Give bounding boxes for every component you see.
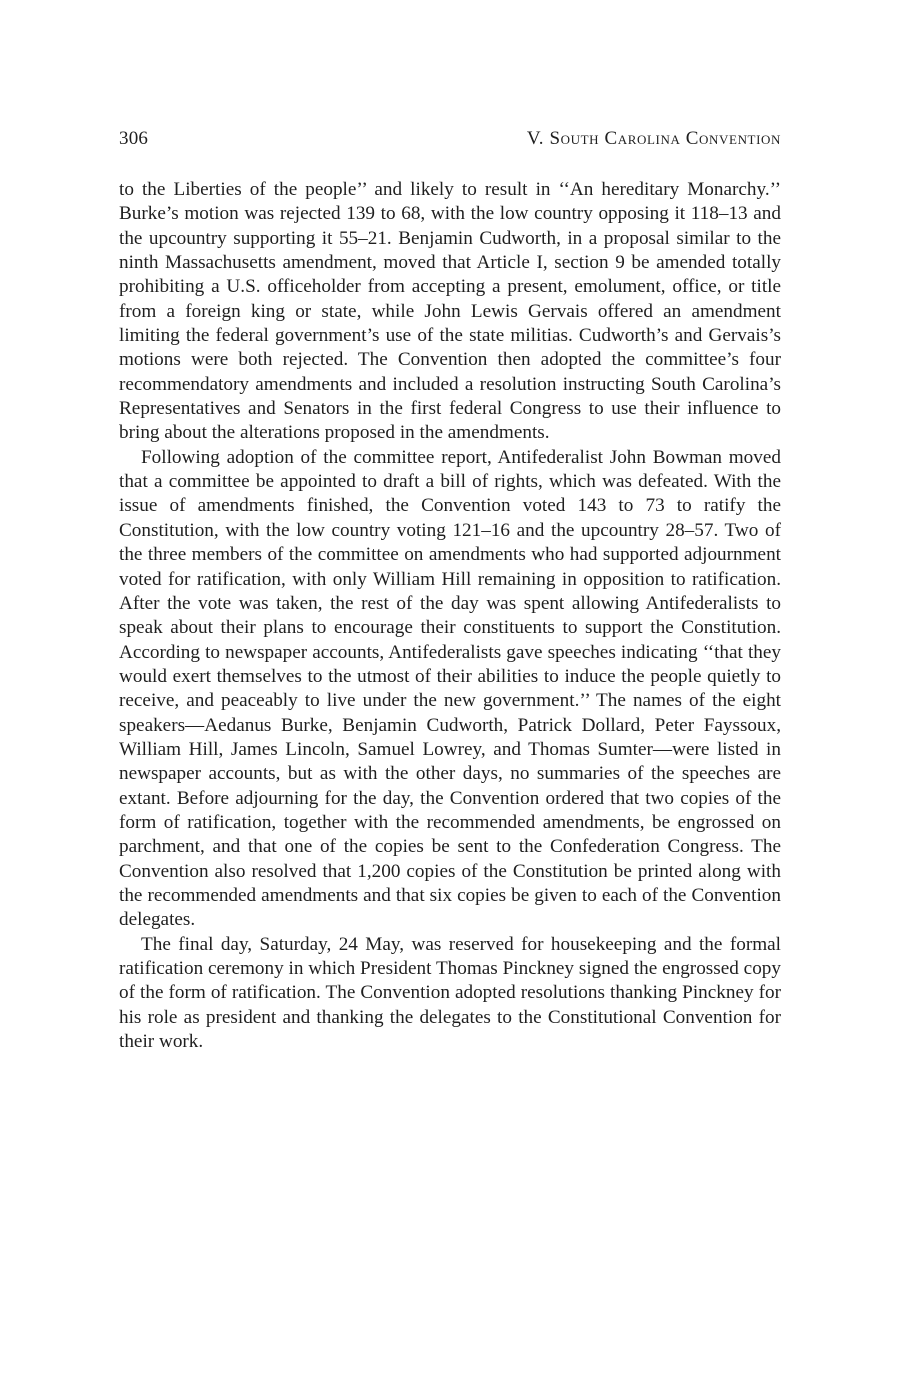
book-page — [119, 128, 781, 1054]
body-text — [119, 178, 781, 1054]
running-head — [119, 128, 781, 158]
paragraph: Following adoption of the committee report, Antifederalist John Bowman moved that a committee be appointed to draft a bill of rights, which was defeated. With the issue of amendments finished, the Convention voted 143 to 73 to ratify the Constitution, with the low country voting 121–16 and the upcountry 28–57. Two of the three members of the committee on amendments who had supported adjournment voted for ratification, with only William Hill remaining in opposition to ratification. After the vote was taken, the rest of the day was spent allowing Antifederalists to speak about their plans to encourage their constituents to support the Constitution. According to newspaper accounts, Antifederalists gave speeches indicating ‘‘that they would exert themselves to the utmost of their abilities to induce the people quietly to receive, and peaceably to live under the new government.’’ The names of the eight speakers—Aedanus Burke, Benjamin Cudworth, Patrick Dollard, Peter Fayssoux, William Hill, James Lincoln, Samuel Lowrey, and Thomas Sumter—were listed in newspaper accounts, but as with the other days, no summaries of the speeches are extant. Before adjourning for the day, the Convention ordered that two copies of the form of ratification, together with the recommended amendments, be engrossed on parchment, and that one of the copies be sent to the Confederation Congress. The Convention also resolved that 1,200 copies of the Constitution be printed along with the recommended amendments and that six copies be given to each of the Convention delegates. — [119, 446, 781, 931]
paragraph-continued: to the Liberties of the people’’ and likely to result in ‘‘An hereditary Monarchy.’’ Burke’s motion was rejected 139 to 68, with the low country opposing it 118–13 and the upcountry supporting it 55–21. Benjamin Cudworth, in a proposal similar to the ninth Massachusetts amendment, moved that Article I, section 9 be amended totally prohibiting a U.S. officeholder from accepting a present, emolument, office, or title from a foreign king or state, while John Lewis Gervais offered an amendment limiting the federal government’s use of the state militias. Cudworth’s and Gervais’s motions were both rejected. The Convention then adopted the committee’s four recommendatory amendments and included a resolution instructing South Carolina’s Representatives and Senators in the first federal Congress to use their influence to bring about the alterations proposed in the amendments. — [119, 179, 781, 444]
page-number: 306 — [119, 128, 149, 149]
paragraph: The final day, Saturday, 24 May, was reserved for housekeeping and the formal ratification ceremony in which President Thomas Pinckney signed the engrossed copy of the form of ratification. The Convention adopted resolutions thanking Pinckney for his role as president and thanking the delegates to the Constitutional Convention for their work. — [119, 933, 781, 1053]
chapter-title: V. South Carolina Convention — [526, 128, 781, 149]
